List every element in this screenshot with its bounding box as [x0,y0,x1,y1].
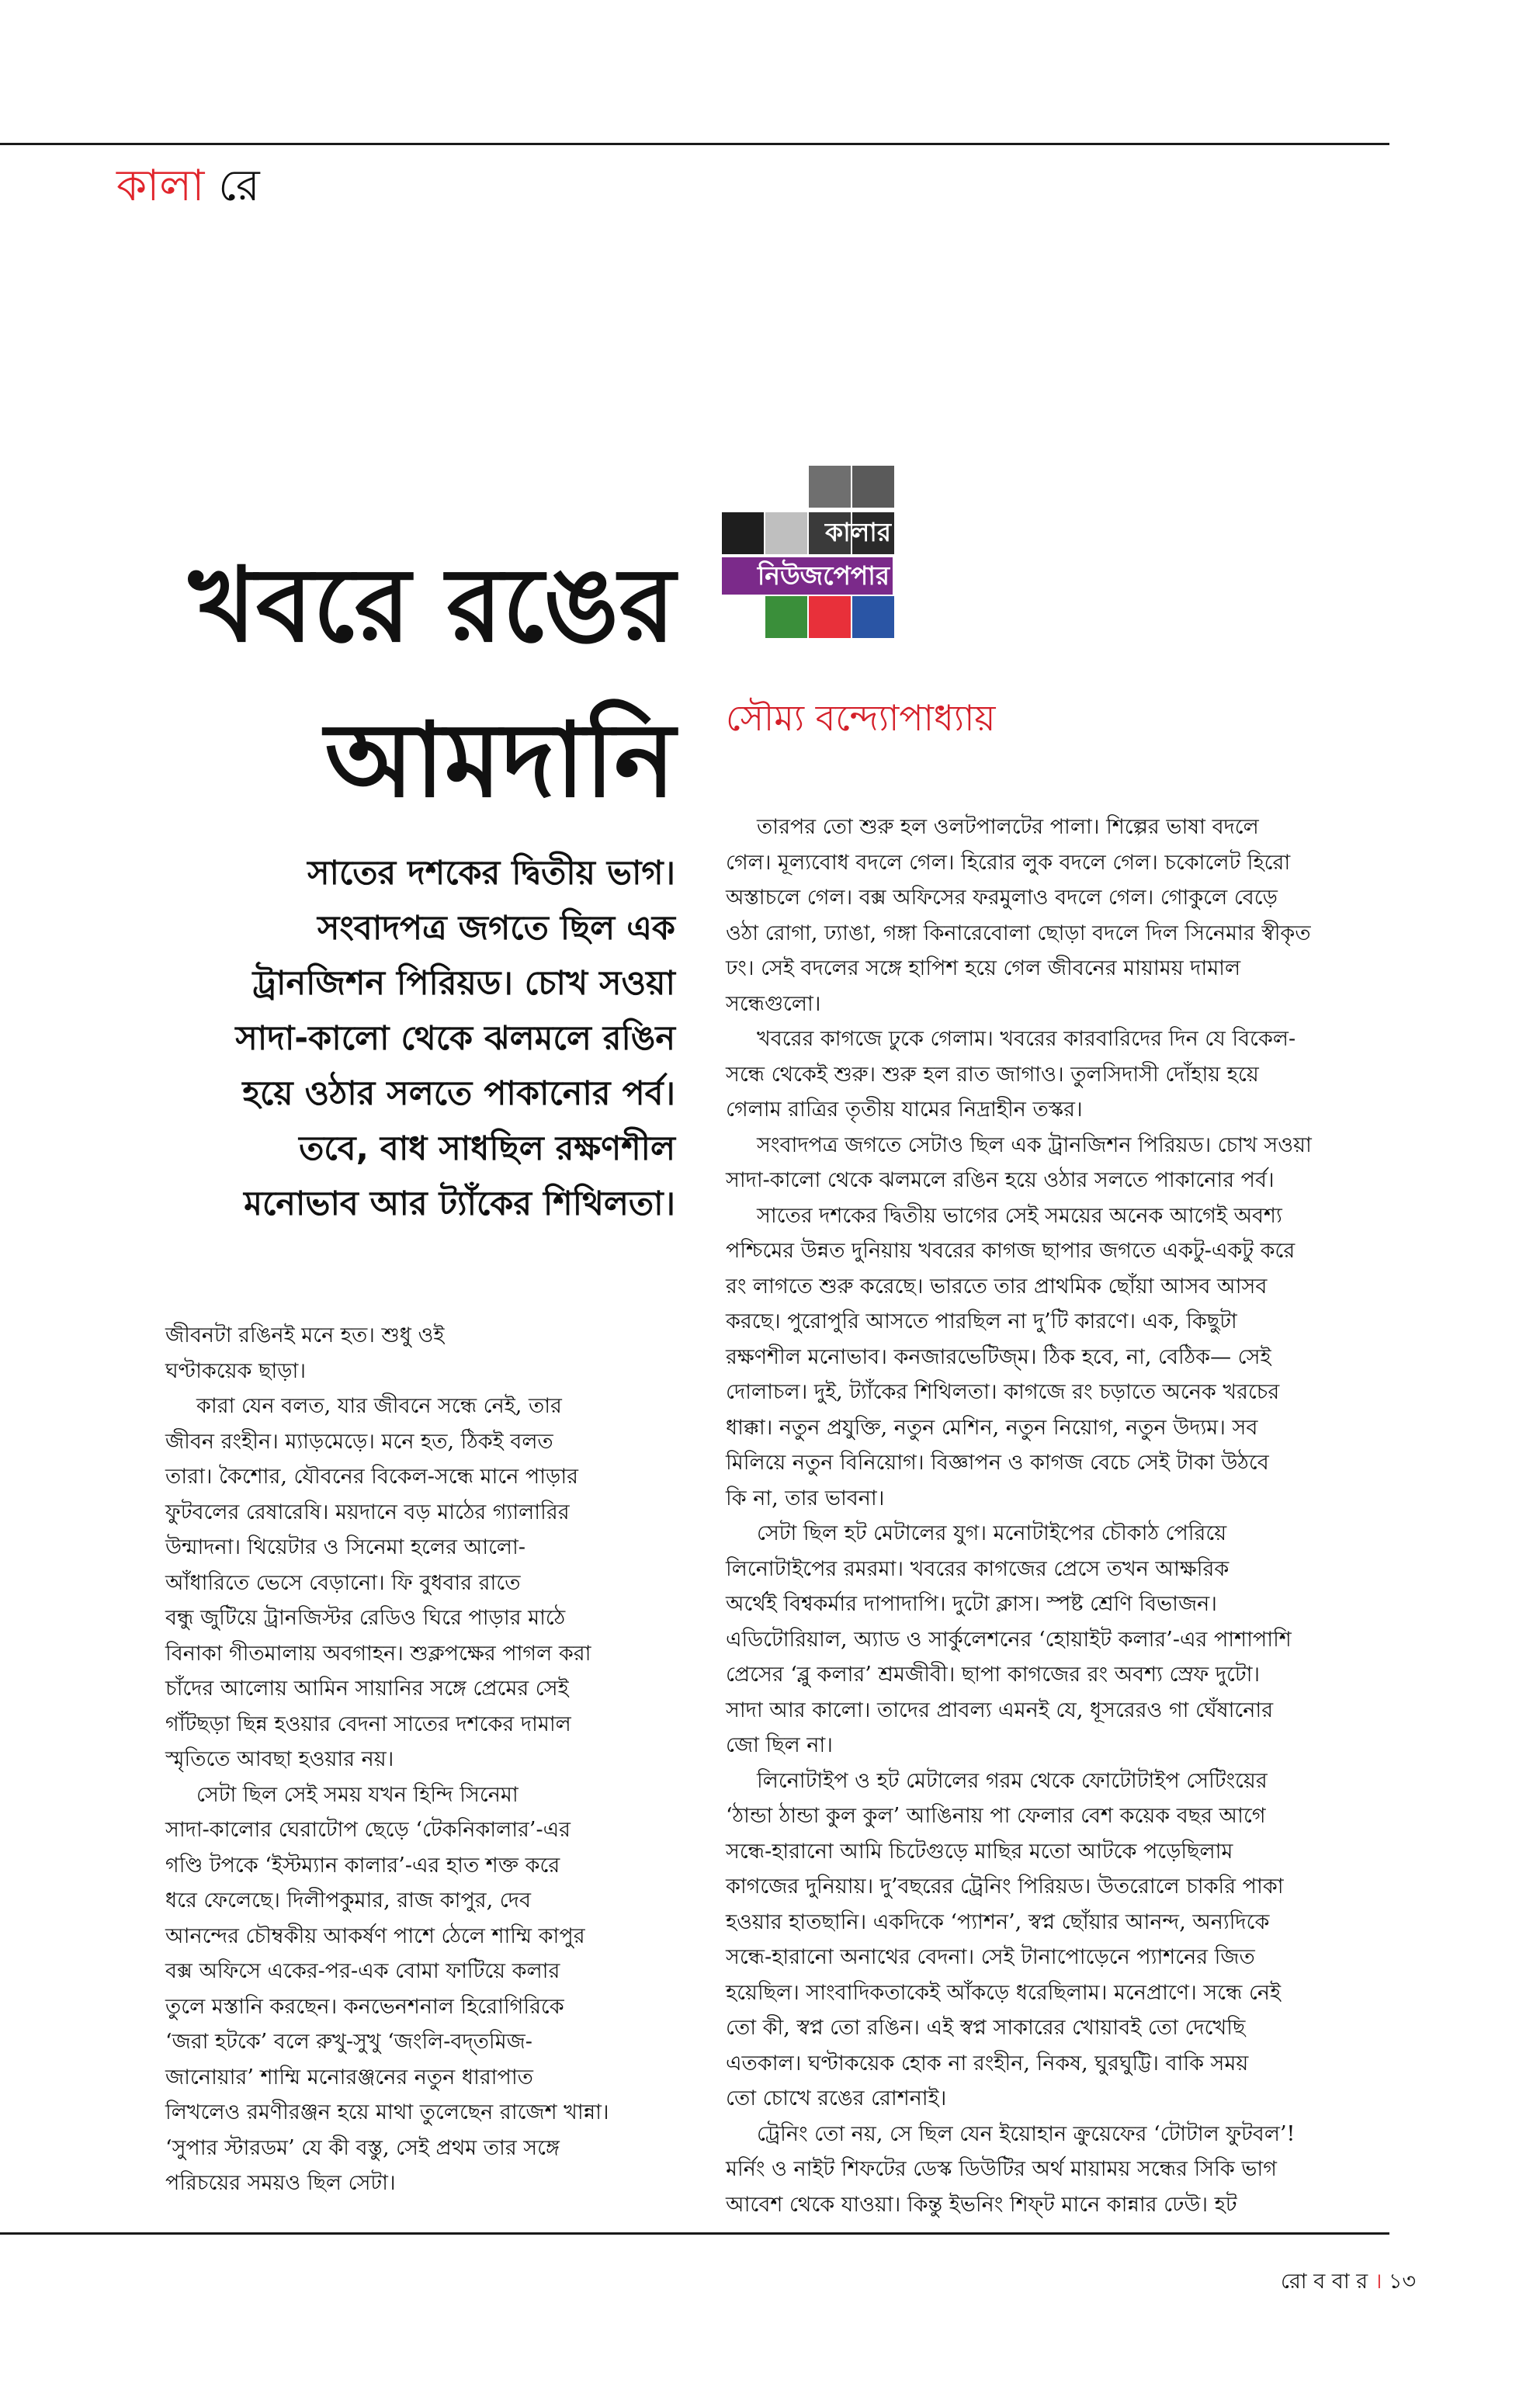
logo-square [852,596,894,638]
text-line: ট্রেনিং তো নয়, সে ছিল যেন ইয়োহান ক্রুয়েফের ‘টোটাল ফুটবল’! [757,2121,1295,2146]
text-line: হয়েছিল। সাংবাদিকতাকেই আঁকড়ে ধরেছিলাম। মনেপ্রাণে। সন্ধে নেই [726,1980,1282,2005]
logo-square [852,466,894,508]
logo-square [809,466,851,508]
text-line: তো কী, স্বপ্ন তো রঙিন। এই স্বপ্ন সাকারের খোয়াবই তো দেখেছি [726,2016,1246,2040]
folio-publication-name: রো ব বা র [1281,2270,1368,2294]
text-line: সংবাদপত্র জগতে সেটাও ছিল এক ট্রানজিশন পিরিয়ড। চোখ সওয়া [757,1132,1312,1157]
text-line: ধরে ফেলেছে। দিলীপকুমার, রাজ কাপুর, দেব [165,1888,531,1913]
paragraph [165,1777,701,2201]
text-line: ওঠা রোগা, ঢ্যাঙা, গঙ্গা কিনারেবোলা ছোড়া বদলে দিল সিনেমার স্বীকৃত [726,921,1311,945]
text-line: গণ্ডি টপকে ‘ইস্টম্যান কালার’-এর হাত শক্ত করে [165,1853,560,1878]
text-line: হওয়ার হাতছানি। একদিকে ‘প্যাশন’, স্বপ্ন ছোঁয়ার আনন্দ, অন্যদিকে [726,1909,1270,1934]
paragraph [726,1516,1432,1764]
colour-newspaper-logo [722,466,897,636]
standfirst-line: ট্রানজিশন পিরিয়ড। চোখ সওয়া [252,964,675,1003]
text-line: বন্ধু জুটিয়ে ট্রানজিস্টর রেডিও ঘিরে পাড়ার মাঠে [165,1606,566,1630]
text-line: অস্তাচলে গেল। বক্স অফিসের ফরমুলাও বদলে গেল। গোকুলে বেড়ে [726,886,1278,910]
text-line: জানোয়ার’ শাম্মি মনোরঞ্জনের নতুন ধারাপাত [165,2065,533,2090]
page-folio [1281,2266,1416,2298]
text-line: লিনোটাইপ ও হট মেটালের গরম থেকে ফোটোটাইপ সেটিংয়ের [757,1768,1268,1793]
text-line: জীবন রংহীন। ম্যাড়মেড়ে। মনে হত, ঠিকই বলত [165,1429,553,1454]
text-line: সাদা-কালোর ঘেরাটোপ ছেড়ে ‘টেকনিকালার’-এর [165,1818,571,1842]
text-line: স্মৃতিতে আবছা হওয়ার নয়। [165,1747,394,1771]
text-line: ফুটবলের রেষারেষি। ময়দানে বড় মাঠের গ্যালারির [165,1500,570,1524]
standfirst-line: সাতের দশকের দ্বিতীয় ভাগ। [307,854,675,893]
text-line: সন্ধেগুলো। [726,991,821,1016]
text-line: ঘণ্টাকয়েক ছাড়া। [165,1358,306,1383]
text-line: জো ছিল না। [726,1733,833,1757]
text-line: উন্মাদনা। থিয়েটার ও সিনেমা হলের আলো- [165,1535,525,1559]
paragraph [726,1021,1432,1128]
logo-square [722,512,764,554]
text-line: কাগজের দুনিয়ায়। দু’বছরের ট্রেনিং পিরিয়ড। উতরোলে চাকরি পাকা [726,1875,1284,1899]
standfirst-line: সংবাদপত্র জগতে ছিল এক [317,909,675,948]
text-line: মর্নিং ও নাইট শিফটের ডেস্ক ডিউটির অর্থ মায়াময় সন্ধের সিকি ভাগ [726,2157,1277,2181]
text-line: গাঁটছড়া ছিন্ন হওয়ার বেদনা সাতের দশকের দামাল [165,1712,571,1736]
text-line: সাদা-কালো থেকে ঝলমলে রঙিন হয়ে ওঠার সলতে পাকানোর পর্ব। [726,1168,1275,1192]
text-line: দোলাচল। দুই, ট্যাঁকের শিথিলতা। কাগজে রং চড়াতে অনেক খরচের [726,1380,1280,1404]
text-line: কি না, তার ভাবনা। [726,1486,885,1510]
text-line: সন্ধে থেকেই শুরু। শুরু হল রাত জাগাও। তুলসিদাসী দোঁহায় হয়ে [726,1062,1259,1087]
text-line: গেলাম রাত্রির তৃতীয় যামের নিদ্রাহীন তস্কর। [726,1098,1083,1122]
text-line: সন্ধে-হারানো আমি চিটেগুড়ে মাছির মতো আটকে পড়েছিলাম [726,1839,1233,1864]
text-line: তারা। কৈশোর, যৌবনের বিকেল-সন্ধে মানে পাড়ার [165,1465,579,1489]
text-line: লিনোটাইপের রমরমা। খবরের কাগজের প্রেসে তখন আক্ষরিক [726,1556,1230,1581]
folio-page-number: ১৩ [1388,2270,1417,2294]
text-line: রক্ষণশীল মনোভাব। কনজারভেটিজ্‌ম। ঠিক হবে, না, বেঠিক— সেই [726,1344,1271,1369]
paragraph [726,1764,1432,2117]
standfirst-line: সাদা-কালো থেকে ঝলমলে রঙিন [235,1019,675,1058]
text-line: ‘জরা হটকে’ বলে রুখু-সুখু ‘জংলি-বদ্‌তমিজ- [165,2030,532,2054]
text-line: আঁধারিতে ভেসে বেড়ানো। ফি বুধবার রাতে [165,1570,521,1595]
text-line: তো চোখে রঙের রোশনাই। [726,2086,947,2110]
text-line: প্রেসের ‘ব্লু কলার’ শ্রমজীবী। ছাপা কাগজের রং অবশ্য স্রেফ দুটো। [726,1663,1261,1687]
standfirst-line: হয়ে ওঠার সলতে পাকানোর পর্ব। [242,1074,675,1113]
text-line: মিলিয়ে নতুন বিনিয়োগ। বিজ্ঞাপন ও কাগজ বেচে সেই টাকা উঠবে [726,1451,1269,1475]
text-line: করছে। পুরোপুরি আসতে পারছিল না দু’টি কারণে। এক, কিছুটা [726,1309,1237,1333]
text-line: তারপর তো শুরু হল ওলটপালটের পালা। শিল্পের ভাষা বদলে [757,815,1259,839]
paragraph [726,1128,1432,1198]
text-line: ধাক্কা। নতুন প্রযুক্তি, নতুন মেশিন, নতুন নিয়োগ, নতুন উদ্যম। সব [726,1415,1258,1440]
text-line: লিখলেও রমণীরঞ্জন হয়ে মাথা তুলেছেন রাজেশ খান্না। [165,2100,609,2124]
text-line: ‘ঠান্ডা ঠান্ডা কুল কুল’ আঙিনায় পা ফেলার বেশ কয়েক বছর আগে [726,1804,1266,1828]
text-line: সেটা ছিল হট মেটালের যুগ। মনোটাইপের চৌকাঠ পেরিয়ে [757,1521,1227,1545]
section-label-word1: কালা [116,161,205,211]
text-line: খবরের কাগজে ঢুকে গেলাম। খবরের কারবারিদের দিন যে বিকেল- [757,1027,1296,1051]
body-column-left [165,1318,701,2201]
text-line: সাদা আর কালো। তাদের প্রাবল্য এমনই যে, ধূসরেরও গা ঘেঁষানোর [726,1698,1274,1722]
standfirst-line: মনোভাব আর ট্যাঁকের শিথিলতা। [244,1184,675,1223]
text-line: আবেশ থেকে যাওয়া। কিন্তু ইভনিং শিফ্‌ট মানে কান্নার ঢেউ। হট [726,2192,1237,2217]
paragraph [165,1318,701,1389]
text-line: বক্স অফিসে একের-পর-এক বোমা ফাটিয়ে কলার [165,1959,560,1983]
logo-square [809,596,851,638]
text-line: কারা যেন বলত, যার জীবনে সন্ধে নেই, তার [196,1394,562,1418]
text-line: সেটা ছিল সেই সময় যখন হিন্দি সিনেমা [196,1782,519,1807]
paragraph [726,2117,1432,2223]
bottom-rule [0,2232,1389,2235]
logo-text-line2: নিউজপেপার [757,560,890,591]
section-label-word2: রে [218,161,260,211]
standfirst [132,846,675,1232]
logo-text-line1: কালার [825,517,891,547]
text-line: সাতের দশকের দ্বিতীয় ভাগের সেই সময়ের অনেক আগেই অবশ্য [757,1203,1282,1228]
paragraph [165,1389,701,1777]
text-line: এডিটোরিয়াল, অ্যাড ও সার্কুলেশনের ‘হোয়াইট কলার’-এর পাশাপাশি [726,1627,1292,1652]
text-line: রং লাগতে শুরু করেছে। ভারতে তার প্রাথমিক ছোঁয়া আসব আসব [726,1274,1268,1299]
paragraph [726,1198,1432,1517]
text-line: বিনাকা গীতমালায় অবগাহন। শুক্লপক্ষের পাগল করা [165,1641,591,1666]
text-line: ‘সুপার স্টারডম’ যে কী বস্তু, সেই প্রথম তার সঙ্গে [165,2135,560,2160]
text-line: গেল। মূল্যবোধ বদলে গেল। হিরোর লুক বদলে গেল। চকোলেট হিরো [726,850,1291,875]
text-line: পশ্চিমের উন্নত দুনিয়ায় খবরের কাগজ ছাপার জগতে একটু-একটু করে [726,1239,1295,1263]
paragraph [726,810,1432,1021]
headline-line2: আমদানি [324,700,675,820]
section-label [116,159,260,213]
top-rule [0,143,1389,145]
folio-separator: । [1374,2270,1382,2294]
headline-line1: খবরে রঙের [189,545,675,665]
headline [116,528,675,838]
logo-square [765,596,807,638]
body-column-right [726,810,1432,2222]
text-line: ঢং। সেই বদলের সঙ্গে হাপিশ হয়ে গেল জীবনের মায়াময় দামাল [726,956,1241,980]
text-line: আনন্দের চৌম্বকীয় আকর্ষণ পাশে ঠেলে শাম্মি কাপুর [165,1923,585,1948]
standfirst-line: তবে, বাধ সাধছিল রক্ষণশীল [299,1129,675,1168]
text-line: তুলে মস্তানি করছেন। কনভেনশনাল হিরোগিরিকে [165,1994,564,2019]
text-line: অর্থেই বিশ্বকর্মার দাপাদাপি। দুটো ক্লাস। স্পষ্ট শ্রেণি বিভাজন। [726,1592,1217,1616]
text-line: এতকাল। ঘণ্টাকয়েক হোক না রংহীন, নিকষ, ঘুরঘুট্টি। বাকি সময় [726,2051,1249,2076]
text-line: সন্ধে-হারানো অনাথের বেদনা। সেই টানাপোড়েনে প্যাশনের জিত [726,1945,1255,1969]
text-line: জীবনটা রঙিনই মনে হত। শুধু ওই [165,1323,445,1347]
text-line: চাঁদের আলোয় আমিন সায়ানির সঙ্গে প্রেমের সেই [165,1677,569,1701]
text-line: পরিচয়ের সময়ও ছিল সেটা। [165,2171,396,2195]
byline: সৌম্য বন্দ্যোপাধ্যায় [726,697,996,739]
logo-square [765,512,807,554]
